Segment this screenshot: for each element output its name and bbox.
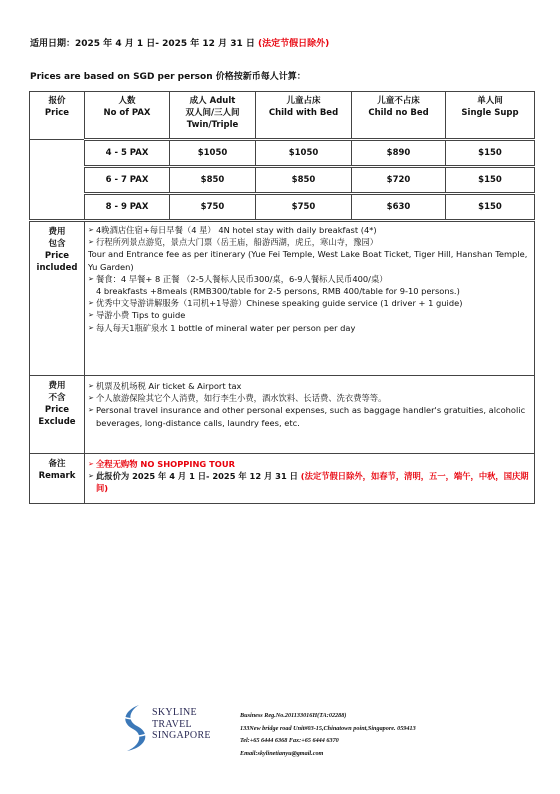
no-shopping-note: ➢ 全程无购物 NO SHOPPING TOUR	[88, 458, 530, 470]
list-item: ➢ Personal travel insurance and other personal expenses, such as baggage handler's gratuities, alcoholic beverages, long-distance calls, laundry fees, etc.	[88, 404, 530, 428]
included-row	[30, 221, 535, 376]
list-item: ➢ 个人旅游保险其它个人消费，如行李生小费，酒水饮料、长话费、洗衣费等等。	[88, 392, 530, 404]
table-row	[30, 194, 535, 221]
child-nobed-price: $720	[352, 167, 446, 194]
table-row	[30, 140, 535, 167]
price-label-blank	[30, 140, 85, 221]
header-pax: 人数 No of PAX	[85, 92, 170, 140]
list-item: ➢ 4晚酒店住宿+每日早餐（4 星） 4N hotel stay with daily breakfast (4*)	[88, 224, 530, 236]
child-bed-price: $1050	[256, 140, 352, 167]
quote-validity-note: ➢ 此报价为 2025 年 4 月 1 日- 2025 年 12 月 31 日 (法定节假日除外，如春节，清明，五一，端午，中秋，国庆期间)	[88, 470, 530, 494]
header-child-bed: 儿童占床 Child with Bed	[256, 92, 352, 140]
remark-row	[30, 454, 535, 504]
single-supp-price: $150	[446, 140, 535, 167]
child-nobed-price: $890	[352, 140, 446, 167]
list-item: ➢ 餐食：4 早餐+ 8 正餐 （2-5人餐标人民币300/桌，6-9人餐标人民币400/桌）	[88, 273, 530, 285]
pax-cell: 8 - 9 PAX	[85, 194, 170, 221]
header-child-nobed: 儿童不占床 Child no Bed	[352, 92, 446, 140]
skyline-logo-icon	[117, 703, 149, 753]
price-note: Prices are based on SGD per person 价格按新币每人计算：	[30, 72, 306, 82]
child-nobed-price: $630	[352, 194, 446, 221]
header-adult: 成人 Adult 双人间/三人间 Twin/Triple	[170, 92, 256, 140]
table-row	[30, 167, 535, 194]
included-list	[85, 221, 535, 376]
single-supp-price: $150	[446, 167, 535, 194]
exclude-label: 费用 不含 Price Exclude	[30, 376, 85, 454]
list-item-continued: 4 breakfasts +8meals (RMB300/table for 2-5 persons, RMB 400/table for 9-10 persons.)	[96, 286, 460, 297]
remark-label: 备注 Remark	[30, 454, 85, 504]
footer	[112, 697, 467, 761]
contact-info	[240, 710, 416, 760]
adult-price: $1050	[170, 140, 256, 167]
validity-line	[30, 36, 329, 49]
exclude-row	[30, 376, 535, 454]
remark-list	[85, 454, 535, 504]
table-header-row	[30, 92, 535, 140]
adult-price: $750	[170, 194, 256, 221]
list-item: ➢ 导游小费 Tips to guide	[88, 309, 530, 321]
validity-label: 适用日期：2025 年 4 月 1 日- 2025 年 12 月 31 日	[30, 39, 255, 49]
exclude-list	[85, 376, 535, 454]
phone-fax: Tel:+65 6444 6368 Fax:+65 6444 6370	[240, 737, 339, 745]
address: 133New bridge road Unit#03-15,Chinatown point,Singapore. 059413	[240, 724, 416, 732]
business-reg: Business Reg.No.201133016H(TA:02288)	[240, 712, 347, 719]
header-price: 报价 Price	[30, 92, 85, 140]
price-table	[29, 91, 535, 504]
included-label: 费用 包含 Price included	[30, 221, 85, 376]
list-item: ➢ 优秀中文导游讲解服务（1司机+1导游）Chinese speaking guide service (1 driver + 1 guide)	[88, 297, 530, 309]
email: Email:skylinetianyu@gmail.com	[240, 749, 324, 757]
child-bed-price: $850	[256, 167, 352, 194]
list-item-continued: Tour and Entrance fee as per itinerary (Yue Fei Temple, West Lake Boat Ticket, Tiger Hill, Hanshan Temple, Yu Garden)	[88, 249, 528, 272]
brand-name: SKYLINE TRAVEL SINGAPORE	[152, 707, 211, 741]
header-single: 单人间 Single Supp	[446, 92, 535, 140]
list-item: ➢ 行程所列景点游览，景点大门票（岳王庙，船游西湖，虎丘，寒山寺，豫园）	[88, 236, 530, 248]
single-supp-price: $150	[446, 194, 535, 221]
validity-note: (法定节假日除外)	[258, 39, 330, 49]
adult-price: $850	[170, 167, 256, 194]
list-item: ➢ 机票及机场税 Air ticket & Airport tax	[88, 380, 530, 392]
list-item: ➢ 每人每天1瓶矿泉水 1 bottle of mineral water per person per day	[88, 322, 530, 334]
child-bed-price: $750	[256, 194, 352, 221]
pax-cell: 6 - 7 PAX	[85, 167, 170, 194]
pax-cell: 4 - 5 PAX	[85, 140, 170, 167]
